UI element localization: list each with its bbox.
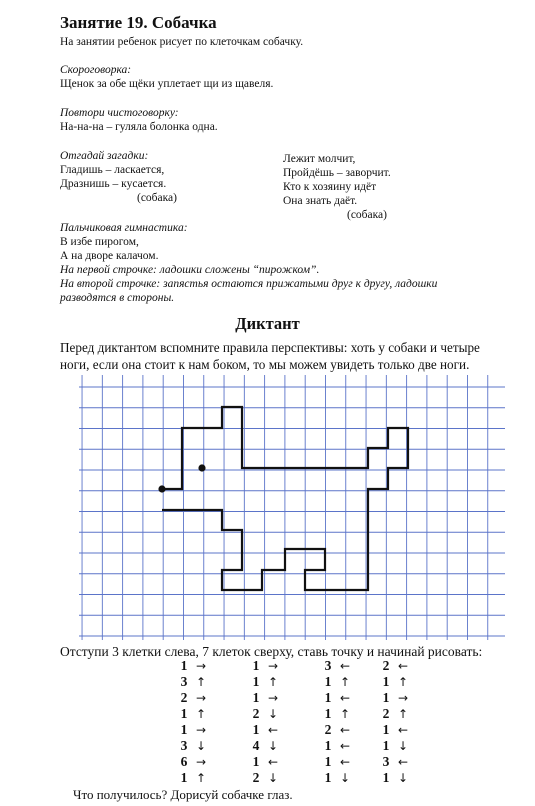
dictation-step: 1 → — [252, 658, 279, 673]
dictation-column — [380, 658, 414, 786]
dictation-step: 6 → — [180, 754, 207, 769]
dictation-step: 1 ↑ — [180, 706, 207, 721]
riddles-label: Отгадай загадки: — [60, 150, 149, 162]
dictation-instruction: Отступи 3 клетки слева, 7 клеток сверху, ставь точку и начинай рисовать: — [60, 644, 483, 659]
tongue-twister-label: Скороговорка: — [60, 64, 132, 76]
dog-eye-dot — [198, 464, 205, 471]
finger-line: В избе пирогом, — [60, 236, 139, 248]
grid-lines — [79, 375, 505, 640]
dictation-step: 3 ↓ — [180, 738, 207, 753]
riddle2-line: Лежит молчит, — [283, 153, 356, 165]
dictation-step: 1 ↑ — [324, 674, 351, 689]
dictation-step: 3 ↑ — [180, 674, 207, 689]
dictation-step: 2 ↑ — [382, 706, 409, 721]
finger-line: А на дворе калачом. — [60, 250, 159, 262]
start-dot — [158, 485, 165, 492]
dictation-table — [0, 658, 535, 786]
lesson-subtitle: На занятии ребенок рисует по клеточкам собачку. — [60, 36, 304, 48]
dictation-step: 4 ↓ — [252, 738, 279, 753]
dictation-step: 1 → — [382, 690, 409, 705]
dictation-heading: Диктант — [235, 314, 300, 333]
dictation-step: 2 ↓ — [252, 706, 279, 721]
finger-note: На второй строчке: запястья остаются прижатыми друг к другу, ладошки — [60, 278, 438, 290]
finger-note: разводятся в стороны. — [60, 292, 175, 304]
finger-gym-label: Пальчиковая гимнастика: — [60, 222, 188, 234]
closing-question: Что получилось? Дорисуй собачке глаз. — [73, 787, 293, 802]
dictation-step: 2 ← — [382, 658, 409, 673]
riddle2-line: Она знать даёт. — [283, 195, 358, 207]
dictation-step: 1 ← — [324, 690, 351, 705]
dictation-column — [250, 658, 284, 786]
dictation-step: 1 ↓ — [382, 770, 409, 785]
dictation-step: 1 ← — [382, 722, 409, 737]
dictation-step: 1 ← — [324, 754, 351, 769]
dictation-step: 1 ← — [324, 738, 351, 753]
riddle2-line: Пройдёшь – заворчит. — [283, 167, 391, 179]
dictation-step: 2 ← — [324, 722, 351, 737]
dictation-step: 3 ← — [382, 754, 409, 769]
lesson-title: Занятие 19. Собачка — [60, 13, 217, 32]
riddle1-line: Дразнишь – кусается. — [60, 178, 167, 190]
pure-phrase: На-на-на – гуляла болонка одна. — [60, 121, 218, 133]
dictation-step: 1 → — [180, 658, 207, 673]
dictation-step: 1 ↓ — [382, 738, 409, 753]
dictation-step: 2 ↓ — [252, 770, 279, 785]
tongue-twister: Щенок за обе щёки уплетает щи из щавеля. — [60, 78, 274, 90]
dictation-step: 1 ↑ — [252, 674, 279, 689]
dictation-step: 1 → — [180, 722, 207, 737]
dictation-column — [178, 658, 212, 786]
dictation-step: 1 ← — [252, 722, 279, 737]
dictation-step: 1 ↓ — [324, 770, 351, 785]
riddle2-line: Кто к хозяину идёт — [283, 181, 377, 193]
pure-phrase-label: Повтори чистоговорку: — [60, 107, 179, 119]
riddle1-line: Гладишь – ласкается, — [60, 164, 165, 176]
dictation-step: 1 ↑ — [382, 674, 409, 689]
dictation-step: 1 ↑ — [324, 706, 351, 721]
riddle1-answer: (собака) — [137, 192, 177, 204]
dictation-step: 1 ↑ — [180, 770, 207, 785]
riddle2-answer: (собака) — [347, 209, 387, 221]
dictation-step: 1 ← — [252, 754, 279, 769]
dictation-step: 2 → — [180, 690, 207, 705]
dictation-column — [322, 658, 356, 786]
finger-note: На первой строчке: ладошки сложены “пирожком”. — [60, 264, 320, 276]
dictation-step: 1 → — [252, 690, 279, 705]
dictation-step: 3 ← — [324, 658, 351, 673]
dictation-intro: Перед диктантом вспомните правила перспективы: хоть у собаки и четыре ноги, если она стоит к нам боком, то мы можем увидеть только две ноги. — [60, 340, 480, 372]
